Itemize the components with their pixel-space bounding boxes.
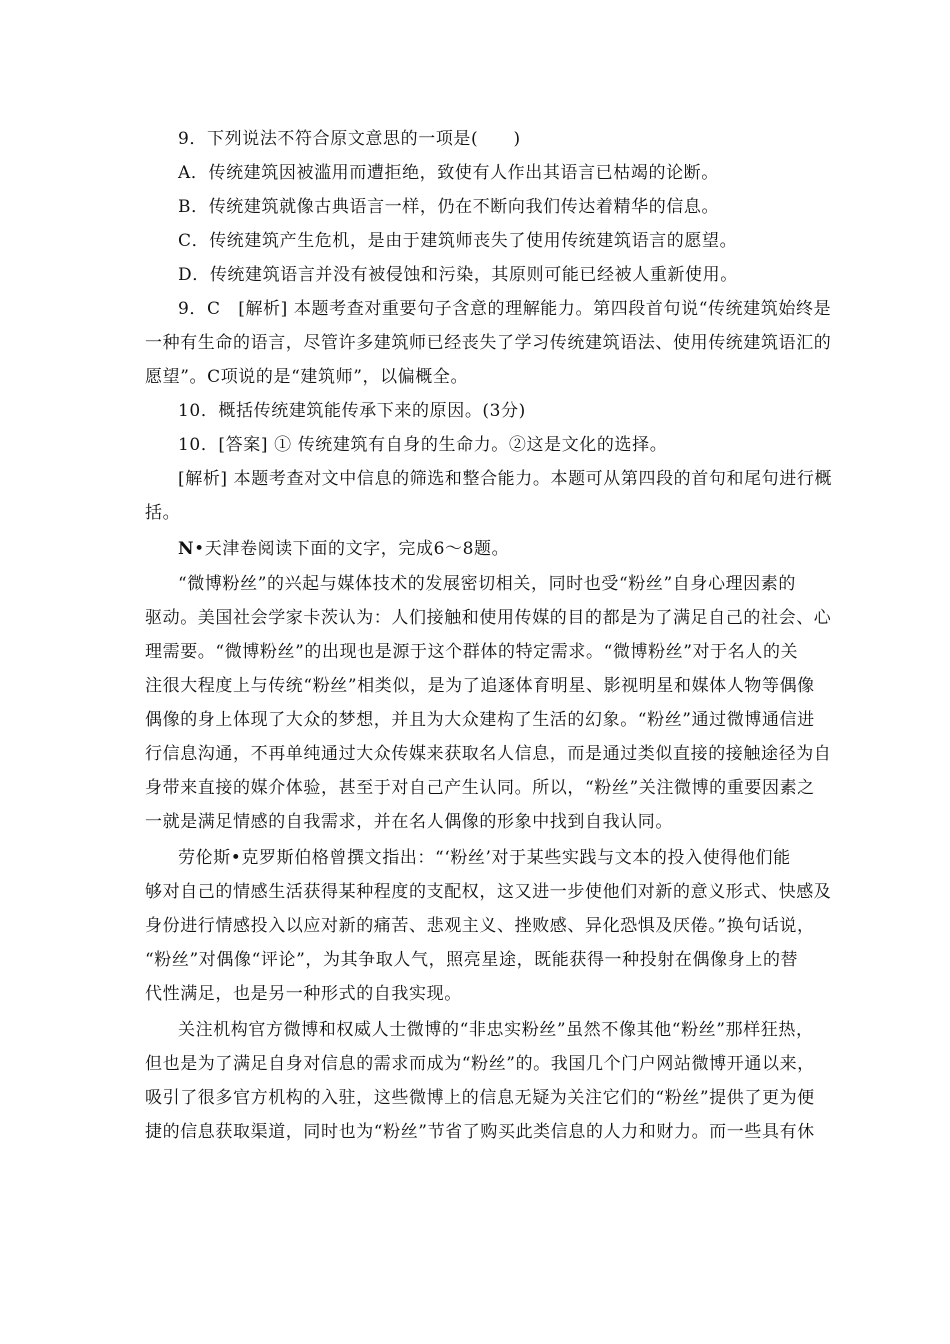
section-heading-text: •天津卷阅读下面的文字，完成6～8题。	[194, 539, 510, 559]
passage-p3-line: 捷的信息获取渠道，同时也为“粉丝”节省了购买此类信息的人力和财力。而一些具有休	[145, 1122, 815, 1142]
answer-10: 10．[答案] ① 传统建筑有自身的生命力。②这是文化的选择。	[178, 435, 668, 455]
passage-p1-line: 理需要。“微博粉丝”的出现也是源于这个群体的特定需求。“微博粉丝”对于名人的关	[145, 642, 799, 662]
passage-p3-line: 关注机构官方微博和权威人士微博的“非忠实粉丝”虽然不像其他“粉丝”那样狂热，	[178, 1020, 814, 1040]
answer-9-line-2: 一种有生命的语言，尽管许多建筑师已经丧失了学习传统建筑语法、使用传统建筑语汇的	[145, 333, 832, 353]
passage-p2-line: “粉丝”对偶像“评论”，为其争取人气，照亮星途，既能获得一种投射在偶像身上的替	[145, 950, 799, 970]
passage-p1-line: 驱动。美国社会学家卡茨认为：人们接触和使用传媒的目的都是为了满足自己的社会、心	[145, 608, 832, 628]
section-heading	[178, 538, 848, 560]
passage-p2-line: 劳伦斯•克罗斯伯格曾撰文指出：“‘粉丝’对于某些实践与文本的投入使得他们能	[178, 848, 791, 868]
answer-9-line-3: 愿望”。C项说的是“建筑师”，以偏概全。	[145, 367, 469, 387]
question-9-option-a: A．传统建筑因被滥用而遭拒绝，致使有人作出其语言已枯竭的论断。	[178, 163, 719, 183]
passage-p1-line: 注很大程度上与传统“粉丝”相类似，是为了追逐体育明星、影视明星和媒体人物等偶像	[145, 676, 815, 696]
passage-p1-line: 身带来直接的媒介体验，甚至于对自己产生认同。所以，“粉丝”关注微博的重要因素之	[145, 778, 815, 798]
passage-p3-line: 吸引了很多官方机构的入驻，这些微博上的信息无疑为关注它们的“粉丝”提供了更为便	[145, 1088, 815, 1108]
answer-10-analysis-line-2: 括。	[145, 503, 181, 523]
question-9-option-d: D．传统建筑语言并没有被侵蚀和污染，其原则可能已经被人重新使用。	[178, 265, 738, 285]
section-heading-prefix: N	[178, 539, 195, 559]
passage-p3-line: 但也是为了满足自身对信息的需求而成为“粉丝”的。我国几个门户网站微博开通以来，	[145, 1054, 815, 1074]
answer-10-analysis-line-1: [解析] 本题考查对文中信息的筛选和整合能力。本题可从第四段的首句和尾句进行概	[178, 469, 833, 489]
passage-p1-line: 行信息沟通，不再单纯通过大众传媒来获取名人信息，而是通过类似直接的接触途径为自	[145, 744, 832, 764]
passage-p1-line: 一就是满足情感的自我需求，并在名人偶像的形象中找到自我认同。	[145, 812, 673, 832]
answer-9-line-1: 9．C [解析] 本题考查对重要句子含意的理解能力。第四段首句说“传统建筑始终是	[178, 299, 832, 319]
passage-p1-line: “微博粉丝”的兴起与媒体技术的发展密切相关，同时也受“粉丝”自身心理因素的	[178, 574, 796, 594]
passage-p2-line: 够对自己的情感生活获得某种程度的支配权，这又进一步使他们对新的意义形式、快感及	[145, 882, 832, 902]
question-9-option-c: C．传统建筑产生危机，是由于建筑师丧失了使用传统建筑语言的愿望。	[178, 231, 738, 251]
passage-p1-line: 偶像的身上体现了大众的梦想，并且为大众建构了生活的幻象。“粉丝”通过微博通信进	[145, 710, 815, 730]
question-9-stem: 9．下列说法不符合原文意思的一项是( )	[178, 129, 521, 149]
question-10-stem: 10．概括传统建筑能传承下来的原因。(3分)	[178, 401, 526, 421]
passage-p2-line: 代性满足，也是另一种形式的自我实现。	[145, 984, 462, 1004]
question-9-option-b: B．传统建筑就像古典语言一样，仍在不断向我们传达着精华的信息。	[178, 197, 720, 217]
passage-p2-line: 身份进行情感投入以应对新的痛苦、悲观主义、挫败感、异化恐惧及厌倦。”换句话说，	[145, 916, 815, 936]
